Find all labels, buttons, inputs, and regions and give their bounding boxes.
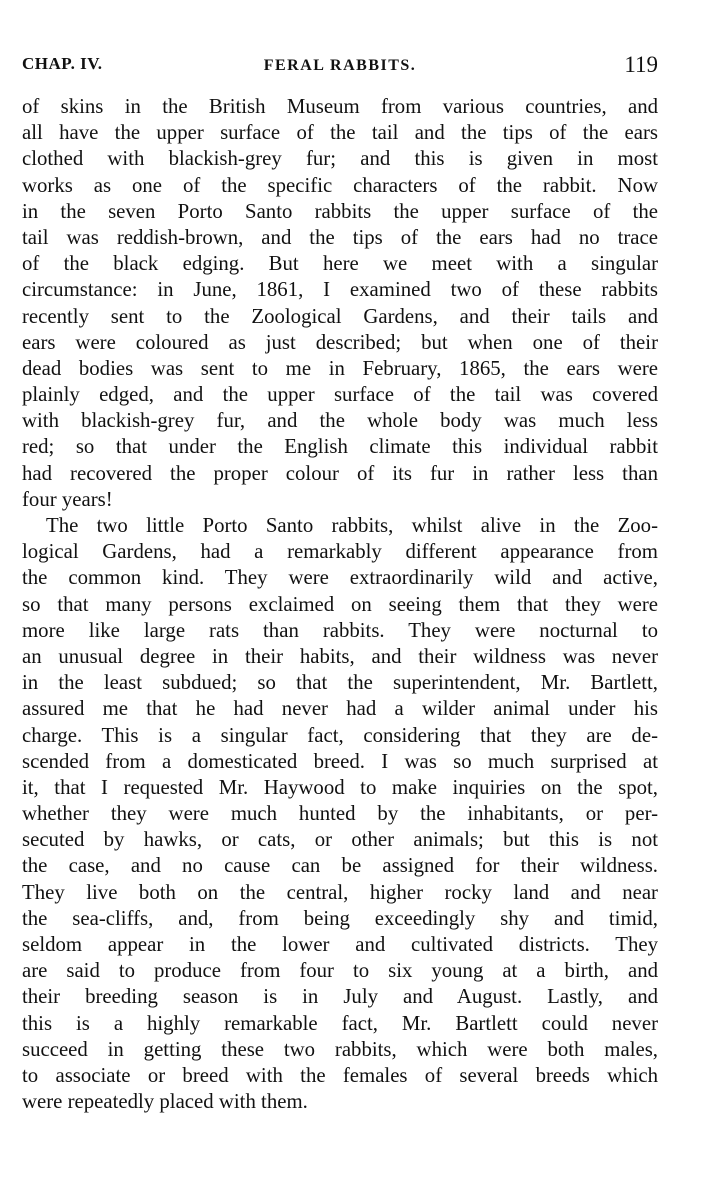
text-line: with blackish-grey fur, and the whole body was much less bbox=[22, 409, 658, 433]
text-line: it, that I requested Mr. Haywood to make inquiries on the spot, bbox=[22, 775, 658, 799]
text-line: whether they were much hunted by the inhabitants, or per- bbox=[22, 802, 658, 826]
text-line: this is a highly remarkable fact, Mr. Bartlett could never bbox=[22, 1011, 658, 1035]
text-line: had recovered the proper colour of its fur in rather less than bbox=[22, 461, 658, 485]
text-line: of the black edging. But here we meet with a singular bbox=[22, 252, 658, 276]
text-line: clothed with blackish-grey fur; and this is given in most bbox=[22, 147, 658, 171]
text-line: seldom appear in the lower and cultivated districts. They bbox=[22, 933, 658, 956]
chapter-label: CHAP. IV. bbox=[22, 54, 103, 73]
text-line: succeed in getting these two rabbits, which were both males, bbox=[22, 1037, 658, 1061]
text-line: in the seven Porto Santo rabbits the upper surface of the bbox=[22, 199, 658, 223]
text-line: circumstance: in June, 1861, I examined two of these rabbits bbox=[22, 278, 658, 302]
text-line: of skins in the British Museum from various countries, and bbox=[22, 95, 658, 118]
running-head bbox=[22, 52, 658, 86]
text-line: to associate or breed with the females of several breeds which bbox=[22, 1063, 658, 1087]
text-line: The two little Porto Santo rabbits, whilst alive in the Zoo- bbox=[46, 514, 658, 537]
text-line: more like large rats than rabbits. They were nocturnal to bbox=[22, 618, 658, 642]
text-line: so that many persons exclaimed on seeing them that they were bbox=[22, 592, 658, 616]
text-line: tail was reddish-brown, and the tips of the ears had no trace bbox=[22, 225, 658, 249]
text-line: They live both on the central, higher rocky land and near bbox=[22, 880, 658, 904]
paragraph bbox=[22, 513, 658, 1115]
text-line: four years! bbox=[22, 487, 113, 511]
text-line: all have the upper surface of the tail and the tips of the ears bbox=[22, 121, 658, 145]
text-line: logical Gardens, had a remarkably different appearance from bbox=[22, 540, 658, 564]
text-line: assured me that he had never had a wilder animal under his bbox=[22, 697, 658, 721]
text-line: charge. This is a singular fact, considering that they are de- bbox=[22, 723, 658, 747]
text-line: are said to produce from four to six young at a birth, and bbox=[22, 959, 658, 983]
text-line: in the least subdued; so that the superintendent, Mr. Bartlett, bbox=[22, 671, 658, 695]
text-line: red; so that under the English climate this individual rabbit bbox=[22, 435, 658, 459]
text-line: the case, and no cause can be assigned for their wildness. bbox=[22, 854, 658, 878]
page-number: 119 bbox=[624, 52, 658, 77]
text-line: works as one of the specific characters of the rabbit. Now bbox=[22, 173, 658, 197]
text-line: ears were coloured as just described; but when one of their bbox=[22, 330, 658, 354]
running-title: FERAL RABBITS. bbox=[263, 57, 417, 74]
text-line: their breeding season is in July and August. Lastly, and bbox=[22, 985, 658, 1009]
text-line: plainly edged, and the upper surface of the tail was covered bbox=[22, 383, 658, 407]
body-text bbox=[22, 94, 658, 1115]
text-line: an unusual degree in their habits, and their wildness was never bbox=[22, 644, 658, 668]
text-line: secuted by hawks, or cats, or other animals; but this is not bbox=[22, 828, 658, 852]
text-line: the common kind. They were extraordinarily wild and active, bbox=[22, 566, 658, 590]
paragraph-continued bbox=[22, 94, 658, 513]
text-line: dead bodies was sent to me in February, 1865, the ears were bbox=[22, 356, 658, 380]
text-line: the sea-cliffs, and, from being exceedingly shy and timid, bbox=[22, 906, 658, 930]
text-line: recently sent to the Zoological Gardens, and their tails and bbox=[22, 304, 658, 328]
text-line: scended from a domesticated breed. I was so much surprised at bbox=[22, 749, 658, 773]
text-line: were repeatedly placed with them. bbox=[22, 1090, 308, 1114]
